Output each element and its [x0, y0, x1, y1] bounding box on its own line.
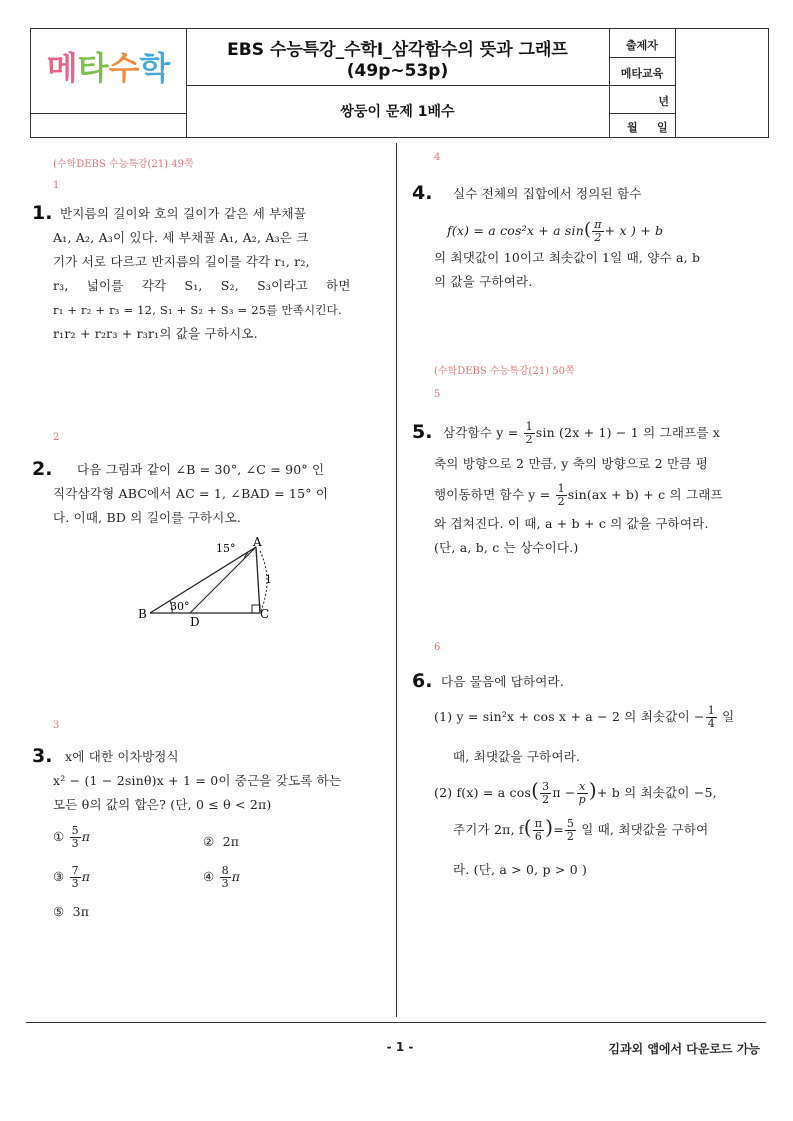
fraction: [533, 818, 544, 843]
numerator: 7: [71, 864, 79, 877]
text-part: + b 의 최솟값이 −5,: [596, 785, 717, 800]
paren: (: [584, 219, 592, 240]
question-1-text: [53, 202, 365, 346]
author-label: 출제자: [626, 39, 658, 52]
label-angle-a: 15°: [216, 542, 236, 555]
text-line: 다. 이때, BD 의 길이를 구하시오.: [53, 510, 242, 525]
choice-value: 2π: [222, 834, 240, 849]
text-line: 와 겹쳐진다. 이 때, a + b + c 의 값을 구하여라.: [434, 516, 709, 531]
denominator: 3: [71, 837, 79, 850]
text-part: (2) f(x) = a cos: [434, 785, 532, 800]
text-line: r₁r₂ + r₂r₃ + r₃r₁의 값을 구하시오.: [53, 326, 258, 341]
question-number: 4.: [412, 182, 433, 204]
day-label: 일: [657, 121, 668, 134]
text-line: [443, 421, 763, 446]
question-2-text: [53, 458, 363, 530]
label-side-ac: 1: [265, 573, 272, 586]
fraction: [540, 781, 551, 806]
fraction: [524, 421, 535, 446]
denominator: 2: [542, 793, 550, 806]
text-line: 모든 θ의 값의 합은? (단, 0 ≤ θ < 2π): [53, 797, 272, 812]
segment-ad: [190, 547, 256, 613]
logo: [41, 43, 176, 89]
choice-value: 3π: [72, 904, 90, 919]
question-index: 1: [53, 180, 60, 191]
fraction: [70, 865, 81, 890]
right-angle-mark: [252, 605, 260, 613]
text-line: 의 값을 구하여라.: [434, 274, 533, 289]
text-line: 다음 그림과 같이 ∠B = 30°, ∠C = 90° 인: [77, 462, 325, 477]
pi: π: [81, 829, 91, 844]
fraction: [592, 219, 603, 244]
numerator: π: [594, 218, 602, 231]
source-note: (수학DEBS 수능특강(21) 50쪽: [434, 366, 575, 377]
choice-mark: ⑤: [53, 904, 65, 919]
numerator: 5: [71, 824, 79, 837]
formula-part: f(x) = a cos²x + a sin: [447, 223, 584, 238]
question-5-text: [443, 421, 763, 446]
divider: [609, 57, 675, 58]
text-line: 반지름의 길이와 호의 길이가 같은 세 부채꼴: [60, 206, 306, 221]
author-value: 메타교육: [620, 67, 664, 80]
question-6-part1-line2: 때, 최댓값을 구하여라.: [453, 749, 581, 764]
question-index: 3: [53, 720, 60, 731]
text-part: =: [553, 822, 564, 837]
denominator: 3: [221, 877, 229, 890]
denominator: 2: [557, 495, 565, 508]
choice-mark: ②: [203, 834, 215, 849]
question-index: 5: [434, 389, 441, 400]
denominator: 3: [71, 877, 79, 890]
choice-2[interactable]: [203, 830, 239, 854]
pi: π: [81, 869, 91, 884]
choice-3[interactable]: [53, 865, 90, 890]
fraction: [565, 818, 576, 843]
text-part: 일 때, 최댓값을 구하여: [577, 822, 709, 837]
question-6-part2-line2: [453, 815, 708, 843]
fraction: [706, 705, 717, 730]
question-5-text-cont: [434, 452, 769, 476]
numerator: 1: [707, 704, 715, 717]
numerator: 3: [542, 780, 550, 793]
text-line: x에 대한 이차방정식: [65, 749, 179, 764]
text-part: 삼각함수 y =: [443, 425, 519, 440]
fraction: [556, 483, 567, 508]
divider: [609, 85, 675, 86]
question-index: 2: [53, 432, 60, 443]
side-ac: [256, 547, 260, 613]
text-part: sin (2x + 1) − 1 의 그래프를 x: [535, 425, 721, 440]
doc-subtitle: 쌍둥이 문제 1배수: [340, 104, 455, 120]
question-index: 4: [434, 152, 441, 163]
text-line: A₁, A₂, A₃이 있다. 세 부채꼴 A₁, A₂, A₃은 크: [53, 230, 309, 245]
text-line: (단, a, b, c 는 상수이다.): [434, 540, 579, 555]
choice-4[interactable]: [203, 865, 240, 890]
label-b: B: [138, 607, 147, 621]
page-number: - 1 -: [386, 1040, 414, 1054]
text-part: sin(ax + b) + c 의 그래프: [567, 487, 723, 502]
text-line: r₃, 넓이를 각각 S₁, S₂, S₃이라고 하면: [53, 278, 351, 293]
divider: [186, 85, 609, 86]
paren: ): [588, 778, 597, 802]
label-angle-b: 30°: [170, 600, 190, 613]
footer-rule: [26, 1022, 766, 1023]
numerator: π: [534, 817, 543, 830]
text-line: x² − (1 − 2sinθ)x + 1 = 0이 중근을 갖도록 하는: [53, 773, 342, 788]
question-6-part2: [434, 778, 717, 806]
triangle-figure: [132, 535, 282, 630]
denominator: 4: [707, 717, 715, 730]
numerator: 1: [525, 420, 533, 433]
denominator: 6: [534, 830, 543, 843]
question-number: 1.: [32, 202, 53, 224]
paren: ): [545, 815, 554, 839]
year-label: 년: [658, 95, 669, 108]
question-index: 6: [434, 642, 441, 653]
fraction: [70, 825, 81, 850]
question-number: 6.: [412, 670, 433, 692]
denominator: p: [578, 793, 586, 806]
fraction: [220, 865, 231, 890]
question-4-text: [434, 246, 769, 294]
doc-title: EBS 수능특강_수학I_삼각함수의 뜻과 그래프: [227, 40, 568, 60]
choice-1[interactable]: [53, 825, 90, 850]
numerator: 8: [221, 864, 229, 877]
divider: [31, 113, 186, 114]
paren: (: [523, 815, 532, 839]
question-6-line: 다음 물음에 답하여라.: [441, 674, 564, 689]
text-line: 기가 서로 다르고 반지름의 길이를 각각 r₁, r₂,: [53, 254, 310, 269]
label-c: C: [260, 607, 270, 621]
choice-mark: ①: [53, 829, 65, 844]
divider: [609, 113, 675, 114]
formula-part: + x ) + b: [604, 223, 664, 238]
logo-char: 타: [77, 49, 109, 87]
question-5-line3: [434, 483, 769, 508]
logo-char: 메: [46, 49, 78, 87]
choice-5[interactable]: [53, 900, 89, 924]
numerator: x: [577, 781, 588, 794]
header-table: [30, 28, 769, 138]
logo-char: 수: [108, 49, 140, 87]
side-ab: [150, 547, 256, 613]
paren: (: [531, 778, 540, 802]
label-d: D: [190, 615, 200, 629]
divider: [675, 29, 676, 137]
text-line: 축의 방향으로 2 만큼, y 축의 방향으로 2 만큼 평: [434, 456, 708, 471]
text-part: π −: [552, 785, 576, 800]
numerator: 1: [557, 482, 565, 495]
text-line: 직각삼각형 ABC에서 AC = 1, ∠BAD = 15° 이: [53, 486, 329, 501]
question-5-text-end: [434, 512, 769, 560]
text-part: 일: [717, 709, 735, 724]
question-6-part2-line3: 라. (단, a > 0, p > 0 ): [453, 862, 588, 877]
question-number: 2.: [32, 458, 53, 480]
question-3-text: [53, 745, 363, 817]
doc-title-range: (49p~53p): [346, 61, 449, 81]
numerator: 5: [566, 817, 575, 830]
denominator: 2: [525, 433, 533, 446]
download-note: 김과외 앱에서 다운로드 가능: [608, 1042, 760, 1056]
denominator: 2: [566, 830, 575, 843]
question-6-part1: [434, 705, 734, 730]
question-number: 5.: [412, 421, 433, 443]
pi: π: [231, 869, 241, 884]
question-number: 3.: [32, 745, 53, 767]
text-part: 주기가 2π, f: [453, 822, 524, 837]
fraction: [577, 781, 588, 806]
column-divider: [396, 143, 397, 1017]
text-part: 행이동하면 함수 y =: [434, 487, 551, 502]
logo-char: 학: [139, 49, 171, 87]
choice-mark: ④: [203, 869, 215, 884]
text-part: (1) y = sin²x + cos x + a − 2 의 최솟값이 −: [434, 709, 705, 724]
question-4-formula: [447, 218, 663, 244]
month-label: 월: [627, 121, 638, 134]
question-4-line: 실수 전체의 집합에서 정의된 함수: [453, 186, 642, 201]
text-line: r₁ + r₂ + r₃ = 12, S₁ + S₂ + S₃ = 25를 만족시킨다.: [53, 303, 342, 317]
text-line: 의 최댓값이 10이고 최솟값이 1일 때, 양수 a, b: [434, 250, 701, 265]
label-a: A: [253, 535, 262, 549]
denominator: 2: [594, 231, 602, 244]
source-note: (수학DEBS 수능특강(21) 49쪽: [53, 159, 194, 170]
choice-mark: ③: [53, 869, 65, 884]
